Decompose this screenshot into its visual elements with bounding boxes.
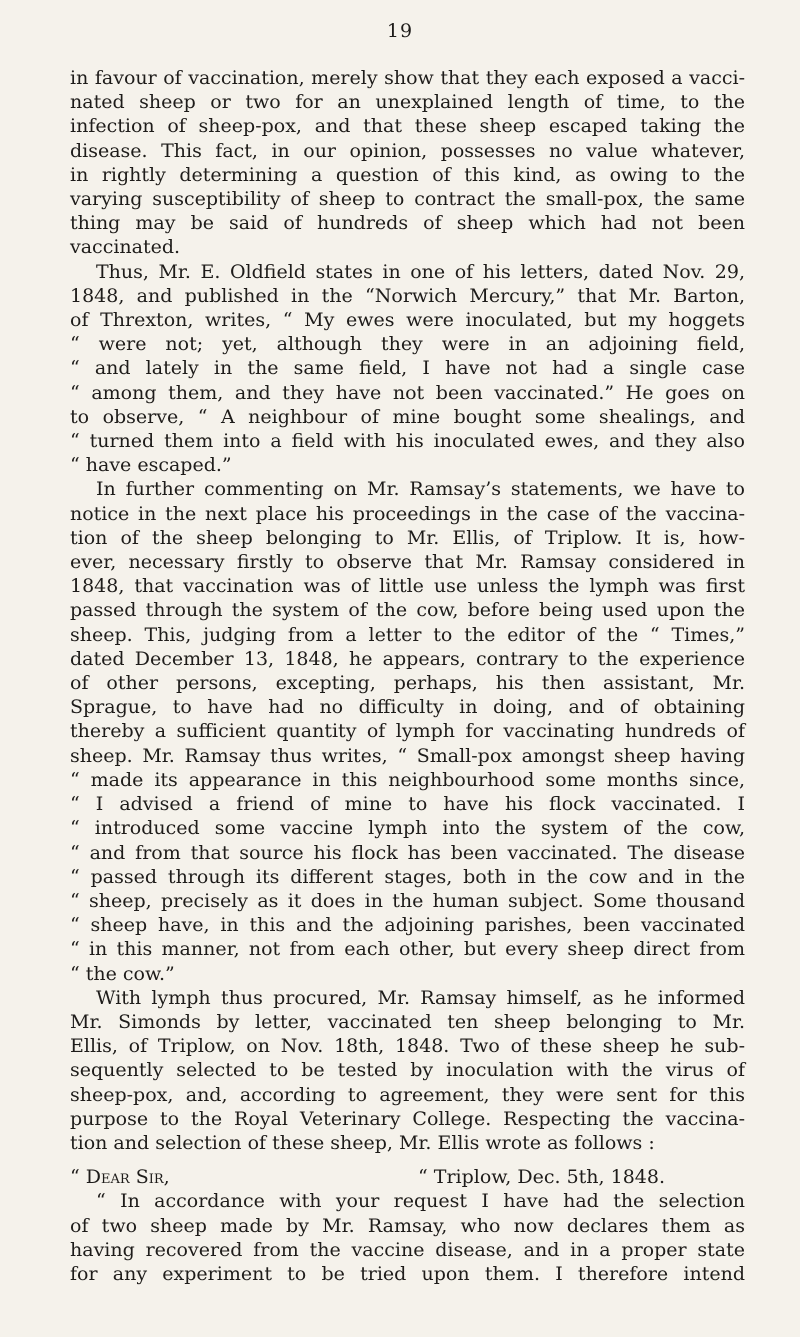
paragraph-2 (70, 260, 745, 478)
text-line: of other persons, excepting, perhaps, his then assistant, Mr. (70, 672, 745, 695)
text-line: sequently selected to be tested by inoculation with the virus of (70, 1059, 745, 1082)
paragraph-3 (70, 477, 745, 985)
text-line: “ and lately in the same field, I have not had a single case (70, 357, 745, 380)
text-line: “ the cow.” (70, 962, 175, 985)
text-line: in rightly determining a question of this kind, as owing to the (70, 163, 745, 186)
text-line: in favour of vaccination, merely show that they each exposed a vacci- (70, 67, 745, 89)
text-line: notice in the next place his proceedings in the case of the vaccina- (70, 502, 745, 525)
text-line: “ sheep, precisely as it does in the human subject. Some thousand (70, 889, 745, 912)
text-line: “ passed through its different stages, both in the cow and in the (70, 865, 745, 888)
letter-heading (70, 1165, 745, 1189)
text-line: of Threxton, writes, “ My ewes were inoculated, but my hoggets (70, 309, 745, 332)
text-line: sheep-pox, and, according to agreement, they were sent for this (70, 1083, 745, 1106)
text-line: “ turned them into a field with his inoculated ewes, and they also (70, 430, 745, 453)
text-line: “ I advised a friend of mine to have his flock vaccinated. I (70, 793, 745, 816)
text-line: Thus, Mr. E. Oldfield states in one of his letters, dated Nov. 29, (96, 260, 745, 283)
text-line: infection of sheep-pox, and that these sheep escaped taking the (70, 115, 745, 138)
text-line: “ and from that source his flock has been vaccinated. The disease (70, 841, 745, 864)
text-line: “ in this manner, not from each other, but every sheep direct from (70, 938, 745, 961)
text-line: 1848, and published in the “Norwich Mercury,” that Mr. Barton, (70, 284, 745, 307)
letter-salutation: “ Dear Sir, (70, 1166, 170, 1189)
text-line: vaccinated. (70, 236, 181, 259)
text-line: “ introduced some vaccine lymph into the system of the cow, (70, 817, 745, 840)
text-line: sheep. This, judging from a letter to the editor of the “ Times,” (70, 623, 745, 646)
text-line: “ In accordance with your request I have had the selection (96, 1190, 745, 1213)
text-line: With lymph thus procured, Mr. Ramsay himself, as he informed (96, 986, 745, 1009)
text-line: In further commenting on Mr. Ramsay’s statements, we have to (96, 478, 745, 501)
paragraph-1 (70, 66, 745, 260)
text-line: “ were not; yet, although they were in an adjoining field, (70, 333, 745, 356)
text-line: disease. This fact, in our opinion, possesses no value whatever, (70, 139, 745, 162)
page-number: 19 (386, 20, 414, 42)
text-line: sheep. Mr. Ramsay thus writes, “ Small-pox amongst sheep having (70, 744, 745, 767)
text-line: tion and selection of these sheep, Mr. Ellis wrote as follows : (70, 1131, 655, 1154)
text-line: for any experiment to be tried upon them. I therefore intend (70, 1262, 745, 1285)
text-line: nated sheep or two for an unexplained length of time, to the (70, 91, 745, 114)
text-line: Sprague, to have had no difficulty in doing, and of obtaining (70, 696, 745, 719)
body-text (70, 66, 745, 1286)
text-line: thing may be said of hundreds of sheep which had not been (70, 212, 745, 235)
text-line: Ellis, of Triplow, on Nov. 18th, 1848. Two of these sheep he sub- (70, 1035, 745, 1058)
text-line: having recovered from the vaccine disease, and in a proper state (70, 1238, 745, 1261)
text-line: thereby a sufficient quantity of lymph for vaccinating hundreds of (70, 720, 745, 743)
text-line: 1848, that vaccination was of little use unless the lymph was first (70, 575, 745, 598)
text-line: Mr. Simonds by letter, vaccinated ten sheep belonging to Mr. (70, 1010, 745, 1033)
text-line: of two sheep made by Mr. Ramsay, who now declares them as (70, 1214, 745, 1237)
text-line: “ among them, and they have not been vaccinated.” He goes on (70, 381, 745, 404)
text-line: to observe, “ A neighbour of mine bought some shealings, and (70, 405, 745, 428)
text-line: purpose to the Royal Veterinary College. Respecting the vaccina- (70, 1107, 745, 1130)
text-line: tion of the sheep belonging to Mr. Ellis, of Triplow. It is, how- (70, 526, 745, 549)
paragraph-5 (70, 1189, 745, 1286)
text-line: varying susceptibility of sheep to contract the small-pox, the same (70, 188, 745, 211)
text-line: “ sheep have, in this and the adjoining parishes, been vaccinated (70, 914, 745, 937)
letter-place-date: “ Triplow, Dec. 5th, 1848. (418, 1166, 665, 1189)
text-line: ever, necessary firstly to observe that Mr. Ramsay considered in (70, 551, 745, 574)
text-line: “ have escaped.” (70, 454, 232, 477)
text-line: dated December 13, 1848, he appears, contrary to the experience (70, 647, 745, 670)
text-line: passed through the system of the cow, before being used upon the (70, 599, 745, 622)
text-line: “ made its appearance in this neighbourhood some months since, (70, 768, 745, 791)
paragraph-4 (70, 986, 745, 1155)
